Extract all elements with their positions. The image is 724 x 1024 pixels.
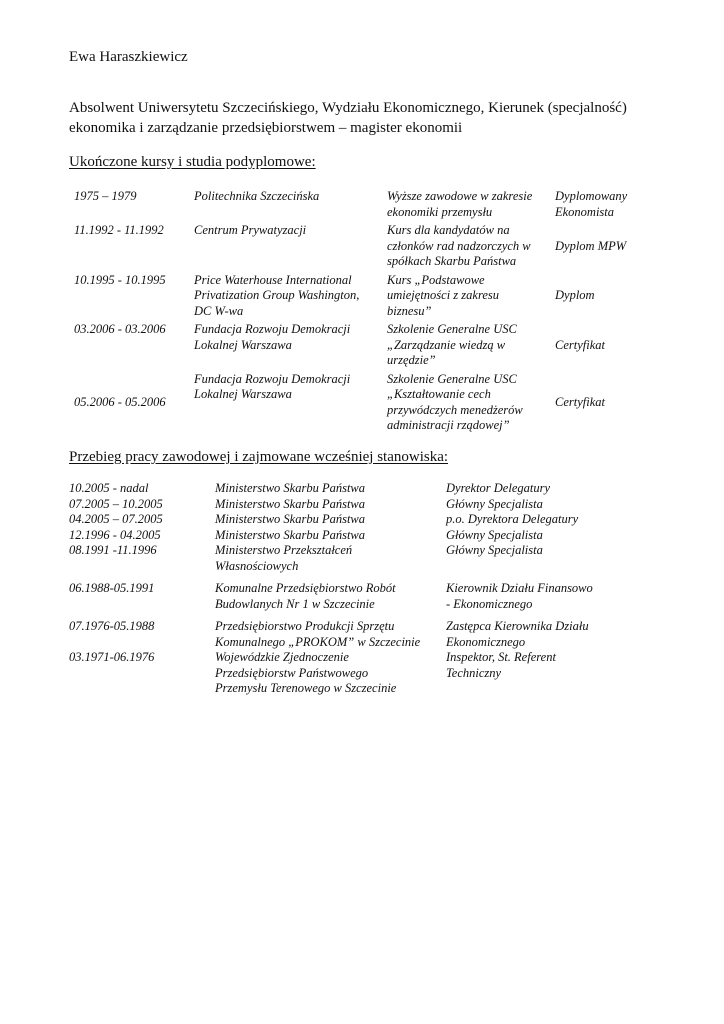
job-row [69,650,629,697]
job-position [446,528,616,544]
job-position-line: Główny Specjalista [446,543,543,557]
job-organization [215,512,446,528]
course-description-line: urzędzie” [387,353,436,367]
course-institution [194,322,387,369]
job-date: 10.2005 - nadal [69,481,149,495]
job-organization-line: Ministerstwo Skarbu Państwa [215,512,366,526]
job-row [69,497,629,513]
course-result-line: Dyplomowany [555,189,628,203]
job-date: 08.1991 -11.1996 [69,543,157,557]
job-organization-line: Ministerstwo Przekształceń [215,543,353,557]
course-description-line: biznesu” [387,303,432,318]
course-description [387,322,555,369]
job-row [69,481,629,497]
job-date: 06.1988-05.1991 [69,581,155,595]
courses-section-title: Ukończone kursy i studia podyplomowe: [69,154,316,170]
course-institution-line: Fundacja Rozwoju Demokracji [194,371,351,386]
course-institution-line: Politechnika Szczecińska [194,189,320,203]
course-description [387,273,555,320]
job-position [446,512,616,528]
course-institution-line: Fundacja Rozwoju Demokracji [194,322,351,336]
course-institution-line: Privatization Group Washington, [194,288,360,302]
education-line: Absolwent Uniwersytetu Szczecińskiego, Wydziału Ekonomicznego, Kierunek (specjalność) [69,100,627,116]
job-organization [215,543,446,574]
job-date: 03.1971-06.1976 [69,650,155,664]
job-position-line: Techniczny [446,665,502,680]
work-history-table [69,481,629,697]
job-organization-line: Ministerstwo Skarbu Państwa [215,481,366,495]
course-date [74,372,194,434]
course-description-line: Kurs dla kandydatów na [387,223,510,237]
course-description-line: Szkolenie Generalne USC [387,371,517,386]
course-row [74,322,654,369]
education-summary [69,98,689,138]
job-position [446,481,616,497]
course-result [555,273,645,320]
job-organization-line: Ministerstwo Skarbu Państwa [215,496,366,511]
job-position [446,619,616,650]
course-row [74,372,654,434]
job-organization-line: Budowlanych Nr 1 w Szczecinie [215,596,375,611]
job-organization-line: Przemysłu Terenowego w Szczecinie [215,681,397,695]
course-date-text: 05.2006 - 05.2006 [74,394,166,409]
course-description [387,223,555,270]
job-organization [215,581,446,612]
course-institution-line: Lokalnej Warszawa [194,337,292,352]
course-description-line: Wyższe zawodowe w zakresie [387,189,533,203]
course-row [74,189,654,220]
job-row [69,543,629,574]
job-date: 07.2005 – 10.2005 [69,496,163,511]
job-organization-line: Wojewódzkie Zjednoczenie [215,650,349,664]
course-date: 11.1992 - 11.1992 [74,223,164,237]
job-position [446,543,616,574]
job-position [446,581,616,612]
course-date: 03.2006 - 03.2006 [74,322,166,336]
course-result-line: Dyplom [555,288,595,302]
course-result-line: Certyfikat [555,394,605,409]
course-description-line: członków rad nadzorczych w [387,238,531,253]
course-description-line: ekonomiki przemysłu [387,204,493,219]
job-position-line: Główny Specjalista [446,496,543,511]
job-position-line: - Ekonomicznego [446,596,533,611]
course-result-line: Certyfikat [555,337,605,352]
job-organization-line: Przedsiębiorstwo Produkcji Sprzętu [215,619,395,633]
job-position-line: Dyrektor Delegatury [446,481,551,495]
course-description-line: Kurs „Podstawowe [387,272,485,287]
job-row [69,512,629,528]
course-description-line: „Kształtowanie cech [387,387,491,401]
job-organization [215,497,446,513]
course-description-line: spółkach Skarbu Państwa [387,254,517,268]
job-position [446,650,616,697]
job-position-line: Inspektor, St. Referent [446,650,556,664]
course-institution-line: Lokalnej Warszawa [194,387,292,401]
job-date: 07.1976-05.1988 [69,619,155,633]
course-description [387,372,555,434]
course-row [74,223,654,270]
course-description [387,189,555,220]
job-organization [215,528,446,544]
course-institution-line: Centrum Prywatyzacji [194,223,307,237]
course-result [555,372,645,434]
course-result-line: Dyplom MPW [555,238,627,253]
job-date: 12.1996 - 04.2005 [69,527,161,542]
course-description-line: „Zarządzanie wiedzą w [387,337,506,352]
job-date: 04.2005 – 07.2005 [69,512,163,526]
course-result [555,322,645,369]
course-result [555,189,645,220]
person-name: Ewa Haraszkiewicz [69,49,188,65]
course-institution [194,372,387,434]
job-position-line: Zastępca Kierownika Działu [446,619,589,633]
job-organization-line: Przedsiębiorstw Państwowego [215,665,369,680]
job-row [69,581,629,612]
course-result-line: Ekonomista [555,204,615,219]
course-result [555,223,645,270]
job-position-line: Kierownik Działu Finansowo [446,581,593,595]
course-date: 1975 – 1979 [74,189,137,203]
job-organization [215,650,446,697]
course-institution [194,273,387,320]
course-institution [194,189,387,220]
job-position [446,497,616,513]
job-position-line: p.o. Dyrektora Delegatury [446,512,579,526]
job-row [69,528,629,544]
job-organization-line: Komunalne Przedsiębiorstwo Robót [215,581,396,595]
course-institution-line: DC W-wa [194,303,244,318]
job-position-line: Ekonomicznego [446,634,526,649]
job-organization-line: Własnościowych [215,558,299,573]
job-row [69,619,629,650]
course-description-line: przywódczych menedżerów [387,402,523,417]
course-row [74,273,654,320]
job-organization-line: Komunalnego „PROKOM” w Szczecinie [215,634,421,649]
course-description-line: Szkolenie Generalne USC [387,322,517,336]
education-line: ekonomika i zarządzanie przedsiębiorstwem – magister ekonomii [69,120,463,136]
course-date: 10.1995 - 10.1995 [74,272,166,287]
course-description-line: umiejętności z zakresu [387,288,500,302]
course-institution-line: Price Waterhouse International [194,272,352,287]
course-description-line: administracji rządowej” [387,418,510,432]
courses-table [74,189,654,437]
work-section-title: Przebieg pracy zawodowej i zajmowane wcześniej stanowiska: [69,449,449,465]
course-institution [194,223,387,270]
job-organization [215,481,446,497]
job-organization [215,619,446,650]
job-organization-line: Ministerstwo Skarbu Państwa [215,527,366,542]
job-position-line: Główny Specjalista [446,527,543,542]
